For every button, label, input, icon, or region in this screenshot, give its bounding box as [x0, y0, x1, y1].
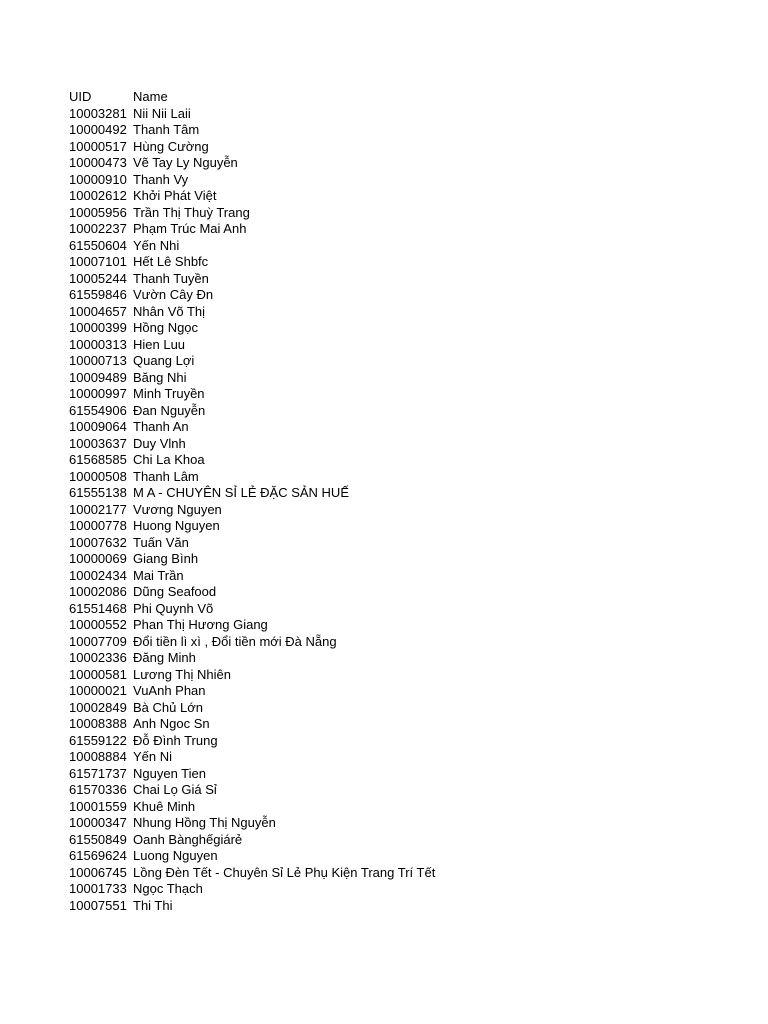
- uid-cell: 10007632: [69, 534, 127, 550]
- name-cell: Trần Thị Thuỳ Trang: [133, 204, 250, 220]
- uid-cell: 10000473: [69, 155, 127, 170]
- uid-cell: 10002434: [69, 567, 127, 583]
- uid-cell: 10002237: [69, 221, 127, 236]
- name-cell: Băng Nhi: [133, 369, 187, 385]
- table-row: [69, 287, 749, 304]
- name-cell: M A - CHUYÊN SỈ LẺ ĐẶC SẢN HUẾ: [133, 485, 349, 500]
- table-row: [69, 832, 749, 849]
- table-row: [69, 172, 749, 189]
- name-cell: Hien Luu: [133, 336, 186, 352]
- uid-cell: 10002336: [69, 650, 127, 665]
- uid-cell: 61568585: [69, 452, 127, 467]
- table-row: [69, 106, 749, 123]
- name-cell: Phạm Trúc Mai Anh: [133, 221, 247, 236]
- name-cell: Yến Nhi: [133, 237, 180, 253]
- uid-cell: 10000997: [69, 386, 127, 401]
- table-row: [69, 518, 749, 535]
- uid-cell: 10003637: [69, 435, 127, 451]
- uid-cell: 61569624: [69, 848, 127, 863]
- name-cell: Thanh Lâm: [133, 468, 199, 484]
- uid-cell: 10000910: [69, 171, 127, 187]
- uid-cell: 10002086: [69, 584, 127, 599]
- table-row: [69, 436, 749, 453]
- uid-cell: 10000508: [69, 468, 127, 484]
- table-row: [69, 452, 749, 469]
- table-row: [69, 403, 749, 420]
- table-row: [69, 617, 749, 634]
- name-cell: Quang Lợi: [133, 353, 195, 368]
- uid-cell: 10005956: [69, 204, 127, 220]
- name-cell: Bà Chủ Lớn: [133, 699, 203, 715]
- name-cell: Ngọc Thạch: [133, 881, 203, 896]
- uid-cell: 10000069: [69, 551, 127, 566]
- name-cell: Luong Nguyen: [133, 848, 218, 863]
- uid-cell: 61554906: [69, 402, 127, 418]
- table-row: [69, 848, 749, 865]
- uid-cell: 61570336: [69, 782, 127, 797]
- table-row: [69, 535, 749, 552]
- name-cell: Lương Thị Nhiên: [133, 666, 231, 682]
- uid-cell: 10002849: [69, 699, 127, 715]
- table-row: [69, 799, 749, 816]
- name-cell: Tuấn Văn: [133, 534, 189, 550]
- uid-cell: 61550604: [69, 237, 127, 253]
- uid-cell: 10007101: [69, 254, 127, 269]
- name-cell: Hết Lê Shbfc: [133, 254, 209, 269]
- uid-cell: 61559122: [69, 732, 127, 748]
- uid-column-header: UID: [69, 89, 92, 104]
- name-cell: Thanh Vy: [133, 171, 189, 187]
- table-row: [69, 700, 749, 717]
- table-row: [69, 304, 749, 321]
- table-row: [69, 221, 749, 238]
- name-cell: Nguyen Tien: [133, 765, 206, 781]
- table-row: [69, 865, 749, 882]
- uid-cell: 10000313: [69, 336, 127, 352]
- table-row: [69, 584, 749, 601]
- uid-cell: 10007551: [69, 897, 127, 913]
- uid-cell: 61559846: [69, 287, 127, 302]
- uid-cell: 10000517: [69, 138, 127, 154]
- name-cell: Lồng Đèn Tết - Chuyên Sỉ Lẻ Phụ Kiện Trang Trí Tết: [133, 864, 436, 880]
- name-cell: Vương Nguyen: [133, 501, 222, 517]
- name-cell: Hồng Ngọc: [133, 320, 199, 335]
- table-row: [69, 205, 749, 222]
- name-column-header: Name: [133, 89, 168, 104]
- uid-cell: 10000713: [69, 353, 127, 368]
- table-row: [69, 353, 749, 370]
- uid-cell: 10009064: [69, 419, 127, 434]
- uid-cell: 61550849: [69, 831, 127, 847]
- uid-cell: 61551468: [69, 600, 127, 616]
- table-header-row: [69, 89, 749, 106]
- table-row: [69, 254, 749, 271]
- table-row: [69, 502, 749, 519]
- table-row: [69, 634, 749, 651]
- uid-cell: 10002612: [69, 188, 127, 203]
- name-cell: Dũng Seafood: [133, 584, 217, 599]
- uid-cell: 10009489: [69, 369, 127, 385]
- name-cell: Phan Thị Hương Giang: [133, 617, 268, 632]
- uid-cell: 10000581: [69, 666, 127, 682]
- uid-cell: 10008388: [69, 716, 127, 731]
- table-row: [69, 419, 749, 436]
- uid-cell: 10000552: [69, 617, 127, 632]
- name-cell: Khởi Phát Việt: [133, 188, 217, 203]
- name-cell: Đổi tiền lì xì , Đổi tiền mới Đà Nẵng: [133, 633, 337, 649]
- uid-cell: 10005244: [69, 270, 127, 286]
- name-cell: Đỗ Đình Trung: [133, 732, 218, 748]
- uid-cell: 10000021: [69, 683, 127, 698]
- table-row: [69, 815, 749, 832]
- table-row: [69, 370, 749, 387]
- uid-name-table: [69, 89, 749, 914]
- name-cell: Huong Nguyen: [133, 518, 220, 533]
- table-body: [69, 106, 749, 915]
- name-cell: Nii Nii Laii: [133, 105, 191, 121]
- table-row: [69, 716, 749, 733]
- uid-cell: 10000399: [69, 320, 127, 335]
- name-cell: Phi Quynh Võ: [133, 600, 214, 616]
- uid-cell: 10004657: [69, 303, 127, 319]
- uid-cell: 10007709: [69, 633, 127, 649]
- name-cell: Thanh Tâm: [133, 122, 200, 137]
- table-row: [69, 782, 749, 799]
- name-cell: Đan Nguyễn: [133, 402, 206, 418]
- name-cell: Giang Bình: [133, 551, 199, 566]
- table-row: [69, 469, 749, 486]
- table-row: [69, 683, 749, 700]
- name-cell: Mai Trần: [133, 567, 184, 583]
- name-cell: Vẽ Tay Ly Nguyễn: [133, 155, 238, 170]
- table-row: [69, 386, 749, 403]
- table-row: [69, 749, 749, 766]
- table-row: [69, 122, 749, 139]
- name-cell: Duy Vlnh: [133, 435, 186, 451]
- table-row: [69, 551, 749, 568]
- table-row: [69, 568, 749, 585]
- name-cell: Thanh Tuyền: [133, 270, 209, 286]
- name-cell: Anh Ngoc Sn: [133, 716, 210, 731]
- name-cell: Chi La Khoa: [133, 452, 205, 467]
- name-cell: Minh Truyền: [133, 386, 205, 401]
- name-cell: Khuê Minh: [133, 798, 196, 814]
- uid-cell: 10006745: [69, 864, 127, 880]
- uid-cell: 61571737: [69, 765, 127, 781]
- name-cell: Oanh Bànghếgiárẻ: [133, 831, 243, 847]
- table-row: [69, 650, 749, 667]
- table-row: [69, 601, 749, 618]
- uid-cell: 10002177: [69, 501, 127, 517]
- name-cell: Nhung Hồng Thị Nguyễn: [133, 815, 276, 830]
- table-row: [69, 188, 749, 205]
- uid-cell: 10000778: [69, 518, 127, 533]
- name-cell: Chai Lọ Giá Sỉ: [133, 782, 217, 797]
- table-row: [69, 271, 749, 288]
- uid-cell: 10003281: [69, 105, 127, 121]
- name-cell: Vườn Cây Đn: [133, 287, 214, 302]
- name-cell: Thanh An: [133, 419, 189, 434]
- uid-cell: 10001733: [69, 881, 127, 896]
- uid-cell: 10008884: [69, 749, 127, 764]
- table-row: [69, 766, 749, 783]
- name-cell: Đăng Minh: [133, 650, 196, 665]
- table-row: [69, 485, 749, 502]
- uid-cell: 10001559: [69, 798, 127, 814]
- table-row: [69, 337, 749, 354]
- table-row: [69, 733, 749, 750]
- table-row: [69, 898, 749, 915]
- table-row: [69, 139, 749, 156]
- table-row: [69, 155, 749, 172]
- name-cell: VuAnh Phan: [133, 683, 206, 698]
- table-row: [69, 238, 749, 255]
- table-row: [69, 667, 749, 684]
- table-row: [69, 881, 749, 898]
- uid-cell: 61555138: [69, 485, 127, 500]
- name-cell: Nhân Võ Thị: [133, 303, 206, 319]
- uid-cell: 10000347: [69, 815, 127, 830]
- name-cell: Thi Thi: [133, 897, 173, 913]
- name-cell: Yến Ni: [133, 749, 173, 764]
- uid-cell: 10000492: [69, 122, 127, 137]
- table-row: [69, 320, 749, 337]
- name-cell: Hùng Cường: [133, 138, 209, 154]
